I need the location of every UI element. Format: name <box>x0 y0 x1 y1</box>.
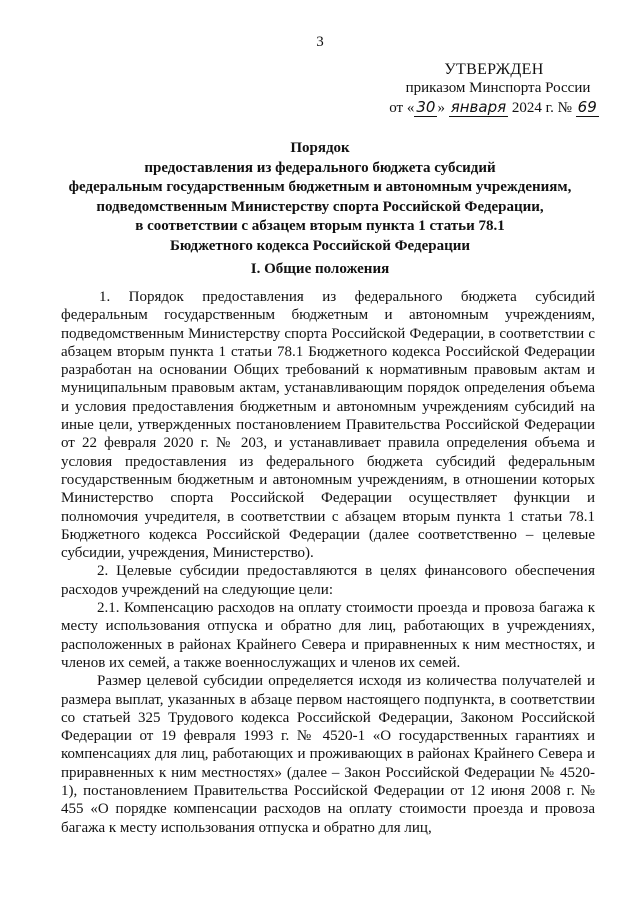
approval-date-line <box>360 98 628 118</box>
handwritten-month: января <box>450 98 507 116</box>
title-line: подведомственным Министерству спорта Российской Федерации, <box>96 198 544 215</box>
paragraph: 2.1. Компенсацию расходов на оплату стоимости проезда и провоза багажа к месту использования отпуска и обратно для лиц, работающих в учреждениях, расположенных в районах Крайнего Севера и приравненных к ним местностях, и членов их семей, а также военнослужащих и членов их семей. <box>61 600 595 671</box>
title-line: Бюджетного кодекса Российской Федерации <box>169 237 470 254</box>
handwritten-day: 30 <box>416 98 436 116</box>
document-title <box>40 139 600 257</box>
approval-block <box>368 60 628 118</box>
section-heading: I. Общие положения <box>250 261 390 277</box>
date-mid: » <box>437 100 445 116</box>
title-line: Порядок <box>290 140 350 156</box>
page-number: 3 <box>316 34 324 50</box>
paragraph: 1. Порядок предоставления из федерального бюджета субсидий федеральным государственным бюджетным и автономным учреждениям, подведомственным Министерству спорта Российской Федерации, в соответствии с абзацем вторым пункта 1 статьи 78.1 Бюджетного кодекса Российской Федерации разработан на основании Общих требований к нормативным правовым актам и муниципальным правовым актам, устанавливающим порядок определения объема и условия предоставления бюджетным и автономным учреждениям субсидий на иные цели, утвержденных постановлением Правительства Российской Федерации от 22 февраля 2020 г. № 203, и устанавливает правила определения объема и условия предоставления из федерального бюджета субсидий федеральным государственным бюджетным и автономным учреждениям, в отношении которых Министерство спорта Российской Федерации осуществляет функции и полномочия учредителя, в соответствии с абзацем вторым пункта 1 статьи 78.1 Бюджетного кодекса Российской Федерации (далее соответственно – целевые субсидии, учреждения, Министерство). <box>61 289 595 562</box>
title-line: предоставления из федерального бюджета субсидий <box>144 159 496 176</box>
paragraph: 2. Целевые субсидии предоставляются в целях финансового обеспечения расходов учреждений на следующие цели: <box>61 563 595 598</box>
title-line: в соответствии с абзацем вторым пункта 1 статьи 78.1 <box>135 218 505 235</box>
date-prefix: от « <box>389 100 415 116</box>
paragraph: Размер целевой субсидии определяется исходя из количества получателей и размера выплат, указанных в абзаце первом настоящего подпункта, в соответствии со статьей 325 Трудового кодекса Российской Федерации, Законом Российской Федерации от 19 февраля 1993 г. № 4520-1 «О государственных гарантиях и компенсациях для лиц, работающих и проживающих в районах Крайнего Севера и приравненных к ним местностях» (далее – Закон Российской Федерации № 4520-1), постановлением Правительства Российской Федерации от 12 июня 2008 г. № 455 «О порядке компенсации расходов на оплату стоимости проезда и провоза багажа к месту использования отпуска и обратно для лиц, <box>61 673 595 836</box>
handwritten-number: 69 <box>577 98 597 116</box>
approval-title: УТВЕРЖДЕН <box>444 61 544 78</box>
document-body <box>61 288 595 837</box>
approval-order-line: приказом Минспорта России <box>405 80 591 96</box>
date-year: 2024 г. № <box>511 100 572 116</box>
title-line: федеральным государственным бюджетным и автономным учреждениям, <box>68 179 572 196</box>
